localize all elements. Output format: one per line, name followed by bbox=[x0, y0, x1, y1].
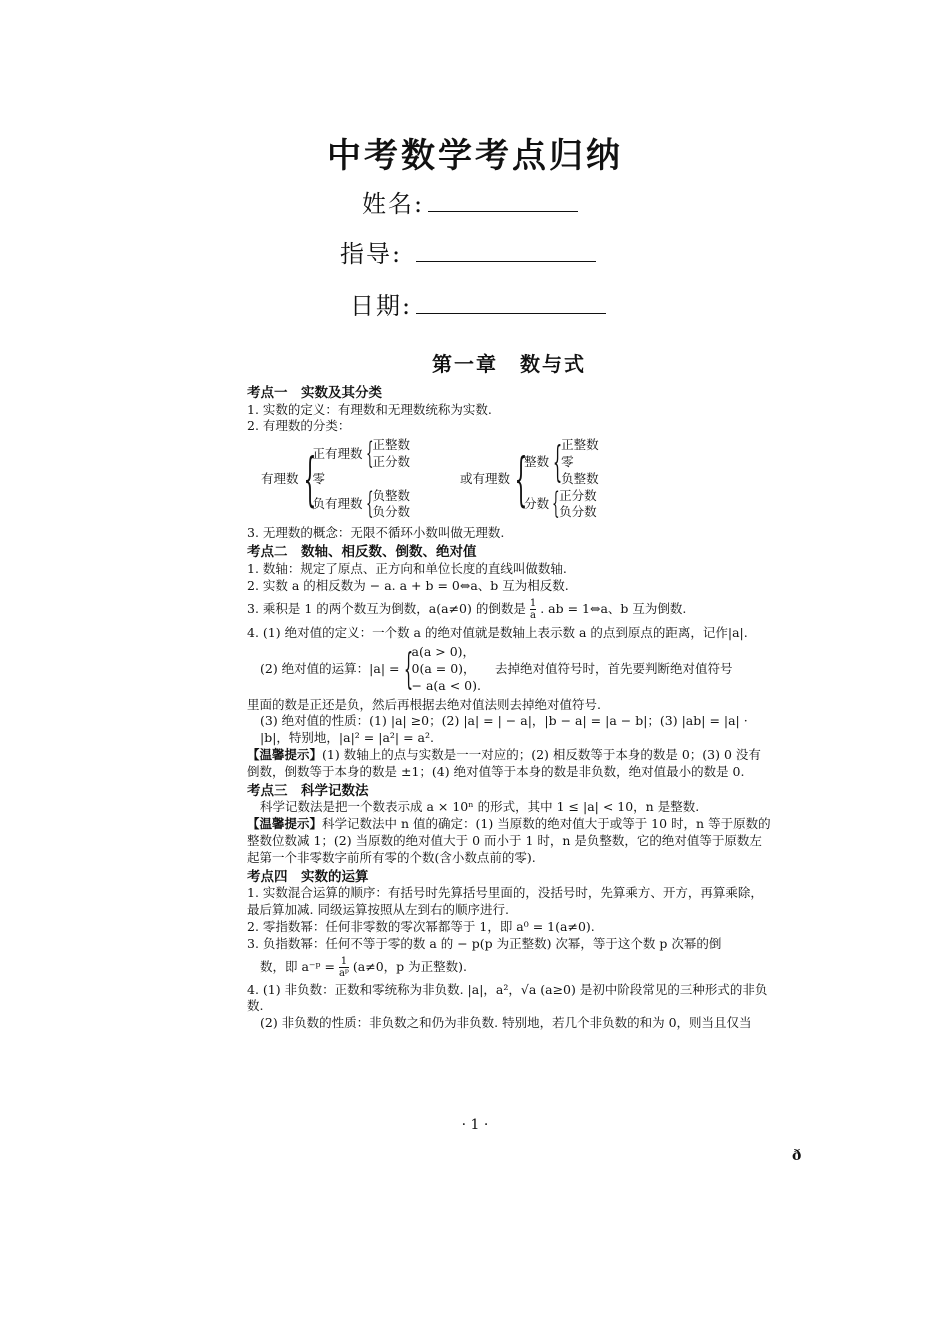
brace: { bbox=[365, 486, 374, 522]
piecewise-case: a(a > 0)， bbox=[411, 644, 476, 660]
fraction bbox=[339, 956, 349, 979]
name-label: 姓名: bbox=[362, 190, 425, 218]
paragraph: 3. 无理数的概念：无限不循环小数叫做无理数. bbox=[247, 525, 505, 541]
fraction-denominator: aᵖ bbox=[338, 967, 349, 979]
tree-node: 负整数 bbox=[372, 487, 411, 503]
date-label: 日期: bbox=[350, 292, 413, 320]
fraction-denominator: a bbox=[530, 610, 537, 622]
tree-node: 正整数 bbox=[561, 437, 599, 453]
paragraph: 2. 有理数的分类： bbox=[247, 418, 351, 434]
section-title-1: 考点一 实数及其分类 bbox=[247, 384, 382, 401]
tip-paragraph bbox=[247, 816, 771, 866]
page-number: · 1 · bbox=[461, 1117, 489, 1133]
tree-node: 零 bbox=[561, 453, 574, 469]
piecewise-case: 0(a = 0)， bbox=[411, 660, 476, 676]
tree-node: 有理数 bbox=[261, 470, 299, 486]
date-field bbox=[350, 286, 606, 321]
tree-node: 或有理数 bbox=[460, 470, 511, 486]
paragraph: 科学记数法是把一个数表示成 a × 10ⁿ 的形式，其中 1 ≤ |a| < 10，n 是整数. bbox=[260, 799, 700, 815]
paragraph: 里面的数是正还是负，然后再根据去绝对值法则去掉绝对值符号. bbox=[247, 696, 601, 712]
tip-label: 【温馨提示】 bbox=[247, 746, 323, 762]
page-content bbox=[247, 352, 771, 1032]
brace: { bbox=[303, 445, 316, 514]
text-run: . ab = 1⇔a、b 互为倒数. bbox=[540, 601, 687, 617]
name-field bbox=[362, 184, 578, 219]
text-run: 3. 乘积是 1 的两个数互为倒数，a(a≠0) 的倒数是 bbox=[247, 601, 526, 617]
paragraph: 4. (1) 非负数：正数和零统称为非负数. |a|，a²，√a (a≥0) 是初中阶段常见的三种形式的非负数. bbox=[247, 981, 768, 1014]
document-title: 中考数学考点归纳 bbox=[327, 136, 623, 176]
paragraph-reciprocal bbox=[247, 598, 771, 621]
tip-label: 【温馨提示】 bbox=[247, 816, 323, 832]
paragraph: 2. 实数 a 的相反数为 − a. a + b = 0⇔a、b 互为相反数. bbox=[247, 577, 569, 593]
paragraph: (2) 非负数的性质：非负数之和仍为非负数. 特别地，若几个非负数的和为 0，则当且仅当 bbox=[260, 1015, 752, 1031]
rational-number-classification bbox=[247, 437, 771, 521]
tree-node: 正分数 bbox=[559, 487, 597, 503]
tree-node: 整数 bbox=[524, 453, 550, 469]
tree-node: 负有理数 bbox=[312, 495, 363, 511]
guide-field bbox=[340, 234, 596, 269]
name-blank-line[interactable] bbox=[428, 191, 578, 212]
tip-paragraph bbox=[247, 747, 771, 781]
paragraph: 4. (1) 绝对值的定义：一个数 a 的绝对值就是数轴上表示数 a 的点到原点的距离，记作|a|. bbox=[247, 625, 748, 641]
fraction-numerator: 1 bbox=[340, 955, 348, 967]
paragraph: 1. 实数混合运算的顺序：有括号时先算括号里面的，没括号时，先算乘方、开方，再算乘除，最后算加减. 同级运算按照从左到右的顺序进行. bbox=[247, 885, 763, 918]
guide-blank-line[interactable] bbox=[416, 241, 596, 262]
fraction-numerator: 1 bbox=[529, 598, 537, 610]
paragraph: (3) 绝对值的性质：(1) |a| ≥0；(2) |a| = | − a|，|b − a| = |a − b|；(3) |ab| = |a| · |b|，特别地，|a|² = |a²| = a². bbox=[260, 713, 748, 746]
tree-node: 负分数 bbox=[372, 504, 411, 520]
brace: { bbox=[365, 435, 374, 471]
paragraph-negative-exponent bbox=[247, 956, 771, 979]
tree-node: 零 bbox=[312, 470, 326, 486]
corner-mark: ð bbox=[792, 1148, 802, 1164]
paragraph: 1. 数轴：规定了原点、正方向和单位长度的直线叫做数轴. bbox=[247, 560, 567, 576]
text-run: 去掉绝对值符号时，首先要判断绝对值符号 bbox=[494, 660, 733, 676]
tree-node: 负分数 bbox=[559, 504, 597, 520]
tree-node: 正有理数 bbox=[312, 445, 363, 461]
tree-node: 分数 bbox=[524, 495, 550, 511]
tree-node: 负整数 bbox=[561, 470, 599, 486]
brace: { bbox=[403, 644, 413, 694]
absolute-value-piecewise bbox=[247, 644, 771, 694]
paragraph: 3. 负指数幂：任何不等于零的数 a 的 − p(p 为正整数) 次幂，等于这个数 p 次幂的倒 bbox=[247, 935, 722, 951]
paragraph: 2. 零指数幂：任何非零数的零次幂都等于 1，即 a⁰ = 1(a≠0). bbox=[247, 918, 595, 934]
tip-text: (1) 数轴上的点与实数是一一对应的；(2) 相反数等于本身的数是 0；(3) 0 没有倒数，倒数等于本身的数是 ±1；(4) 绝对值等于本身的数是非负数，绝对值最小的数是 0. bbox=[247, 746, 761, 779]
guide-label: 指导: bbox=[340, 240, 403, 268]
fraction bbox=[530, 598, 536, 621]
section-title-3: 考点三 科学记数法 bbox=[247, 782, 369, 799]
date-blank-line[interactable] bbox=[416, 293, 606, 314]
piecewise-case: − a(a < 0). bbox=[411, 677, 481, 693]
tree-node: 正整数 bbox=[372, 437, 411, 453]
section-title-2: 考点二 数轴、相反数、倒数、绝对值 bbox=[247, 543, 477, 560]
tip-text: 科学记数法中 n 值的确定：(1) 当原数的绝对值大于或等于 10 时，n 等于原数的整数位数减 1；(2) 当原数的绝对值大于 0 而小于 1 时，n 是负整数，它的绝对值等于原数左起第一个非零数字前所有零的个数(含小数点前的零). bbox=[247, 816, 771, 865]
brace: { bbox=[552, 437, 563, 487]
text-run: (a≠0，p 为正整数). bbox=[352, 958, 468, 974]
text-run: (2) 绝对值的运算：|a| = bbox=[260, 660, 400, 676]
chapter-title: 第一章 数与式 bbox=[432, 352, 586, 376]
paragraph: 1. 实数的定义：有理数和无理数统称为实数. bbox=[247, 401, 492, 417]
brace: { bbox=[514, 445, 528, 514]
section-title-4: 考点四 实数的运算 bbox=[247, 868, 369, 885]
text-run: 数，即 a⁻ᵖ = bbox=[260, 958, 335, 974]
brace: { bbox=[552, 486, 560, 522]
tree-node: 正分数 bbox=[372, 453, 411, 469]
